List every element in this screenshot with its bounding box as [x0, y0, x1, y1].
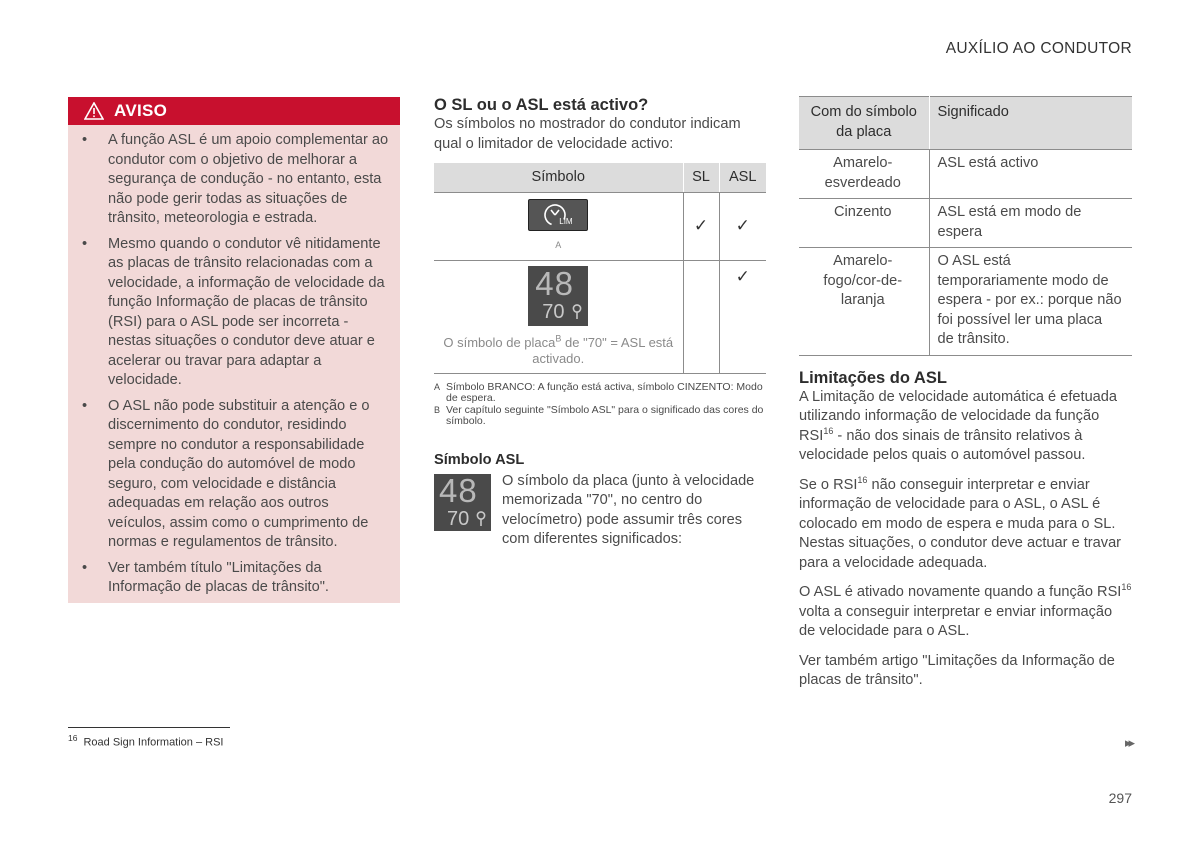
sl-header: SL: [683, 163, 719, 192]
speed-sign-icon: 48 70: [528, 266, 588, 326]
table-row: [434, 192, 766, 260]
warning-header: [68, 97, 400, 125]
asl-symbol-block: [434, 472, 766, 552]
footnote-divider: [68, 727, 230, 728]
asl-header: ASL: [719, 163, 766, 192]
active-intro: Os símbolos no mostrador do condutor indicam qual o limitador de velocidade activo:: [434, 116, 741, 152]
meaning-table: [799, 96, 1132, 356]
page-footnote: $^{16}$ Road Sign Information – RSI: [68, 733, 224, 749]
warning-box: [68, 97, 400, 603]
table-footnotes: [434, 382, 766, 428]
table-row: Amarelo-esverdeado ASL está activo: [799, 150, 1132, 199]
footnote: B Ver capítulo seguinte "Símbolo ASL" para o significado das cores do símbolo.: [434, 403, 764, 427]
warning-triangle-icon: [84, 102, 104, 120]
table-row: Amarelo-fogo/cor-de-laranja O ASL está temporariamente modo de espera - por ex.: porque não foi possível ler uma placa de trânsito.: [799, 248, 1132, 356]
page-number: 297: [1108, 790, 1132, 806]
asl-check: ✓: [719, 260, 766, 373]
limitations-paragraph: O ASL é ativado novamente quando a função RSI$^{16}$ volta a conseguir interpretar e enviar informação de velocidade para o ASL.: [799, 582, 1132, 639]
symbol-table: [434, 163, 766, 374]
symbol-header: Símbolo: [434, 163, 683, 192]
limitations-heading: Limitações do ASL: [799, 368, 947, 387]
sign-caption: O símbolo de placa$^B$ de "70" = ASL está activado.: [443, 333, 674, 366]
warning-item: • O ASL não pode substituir a atenção e o discernimento do condutor, residindo sempre no condutor a responsabilidade pela condução do automóvel de modo seguro, com velocidade e distância adequadas em relação aos outros veículos, assim como o cumprimento de normas e regulamentos de trânsito.: [82, 397, 370, 550]
column-middle: [434, 96, 766, 552]
footnote: A Símbolo BRANCO: A função está activa, símbolo CINZENTO: Modo de espera.: [434, 380, 763, 404]
sl-check: ✓: [683, 192, 719, 260]
meaning-header: Significado: [929, 97, 1132, 150]
color-header: Com do símbolo da placa: [799, 97, 929, 150]
pin-icon: [476, 511, 486, 527]
pin-icon: [572, 304, 582, 320]
speedometer-lim-icon: [528, 199, 588, 231]
warning-title: AVISO: [114, 101, 168, 120]
warning-item: • Mesmo quando o condutor vê nitidamente as placas de trânsito relacionadas com a velocidade, a informação de velocidade da função Informação de placas de trânsito (RSI) para o ASL pode ser incorreta - nestas situações o condutor deve atuar e acelerar ou travar para adaptar a velocidade.: [82, 235, 385, 388]
lim-label: LIM: [559, 217, 573, 226]
table-row: [434, 260, 766, 373]
asl-symbol-heading: Símbolo ASL: [434, 451, 525, 468]
limitations-paragraph: Se o RSI$^{16}$ não conseguir interpretar e enviar informação de velocidade para o ASL, o ASL é colocado em modo de espera e muda para o SL. Nestas situações, o condutor deve actuar e travar para a velocidade adequada.: [799, 474, 1122, 571]
section-title: AUXÍLIO AO CONDUTOR: [945, 40, 1132, 57]
warning-list: [68, 125, 400, 598]
active-heading: O SL ou o ASL está activo?: [434, 96, 649, 114]
speed-sign-icon: 48 70: [434, 474, 491, 531]
limitations-paragraph: Ver também artigo "Limitações da Informação de placas de trânsito".: [799, 652, 1115, 688]
double-arrow-right-icon[interactable]: ▸▸: [1124, 735, 1132, 750]
limitations-paragraph: A Limitação de velocidade automática é efetuada utilizando informação de velocidade da função RSI$^{16}$ - não dos sinais de trânsito relativos à velocidade pelos quais o automóvel passou.: [799, 388, 1118, 463]
asl-symbol-text: O símbolo da placa (junto à velocidade memorizada "70", no centro do velocímetro) pode assumir três cores com diferentes significados:: [502, 472, 755, 547]
warning-item: • Ver também título "Limitações da Informação de placas de trânsito".: [82, 559, 329, 595]
table-row: Cinzento ASL está em modo de espera: [799, 199, 1132, 248]
sl-check: [683, 260, 719, 373]
warning-item: • A função ASL é um apoio complementar ao condutor com o objetivo de melhorar a segurança de condução - no entanto, esta não pode gerir todas as situações de trânsito, meteorologia e estrada.: [82, 132, 389, 226]
column-right: [799, 96, 1132, 701]
symbol-caption: A: [555, 240, 562, 250]
asl-check: ✓: [719, 192, 766, 260]
